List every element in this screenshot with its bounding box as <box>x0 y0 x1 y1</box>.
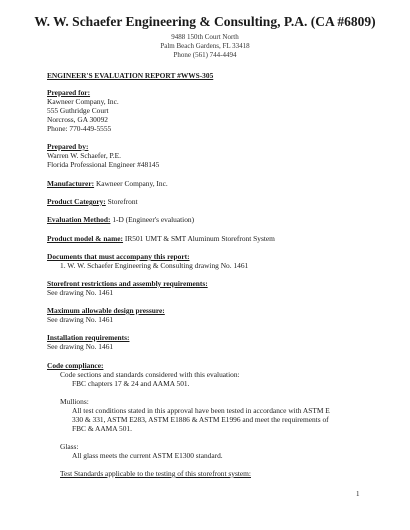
page-number: 1 <box>356 490 360 498</box>
code-intro-detail: FBC chapters 17 & 24 and AAMA 501. <box>72 379 190 388</box>
model-row <box>47 234 275 243</box>
documents-item: 1. W. W. Schaefer Engineering & Consulting drawing No. 1461 <box>60 261 249 270</box>
code-compliance-label: Code compliance: <box>47 361 104 370</box>
report-title: ENGINEER'S EVALUATION REPORT #WWS-305 <box>47 71 214 80</box>
prepared-by-line: Warren W. Schaefer, P.E. <box>47 151 122 160</box>
glass-line: All glass meets the current ASTM E1300 standard. <box>72 451 223 460</box>
mullions-label: Mullions: <box>60 397 89 406</box>
manufacturer-row <box>47 179 168 188</box>
firm-name: W. W. Schaefer Engineering & Consulting, P.A. (CA #6809) <box>34 14 376 29</box>
manufacturer-label: Manufacturer: <box>47 179 95 188</box>
test-standards-label: Test Standards applicable to the testing of this storefront system: <box>60 469 251 478</box>
pressure-value: See drawing No. 1461 <box>47 315 114 324</box>
installation-label: Installation requirements: <box>47 333 130 342</box>
prepared-by-line: Florida Professional Engineer #48145 <box>47 160 160 169</box>
prepared-for-line: 555 Guthridge Court <box>47 106 109 115</box>
prepared-for-label: Prepared for: <box>47 88 91 97</box>
restrictions-value: See drawing No. 1461 <box>47 288 114 297</box>
glass-label: Glass: <box>60 442 79 451</box>
documents-label: Documents that must accompany this report: <box>47 252 190 261</box>
mullions-line: 330 & 331, ASTM E283, ASTM E1886 & ASTM E1996 and meet the requirements of <box>72 415 329 424</box>
installation-value: See drawing No. 1461 <box>47 342 114 351</box>
method-value: 1-D (Engineer's evaluation) <box>112 215 195 224</box>
pressure-label: Maximum allowable design pressure: <box>47 306 165 315</box>
prepared-for-line: Norcross, GA 30092 <box>47 115 108 124</box>
mullions-line: All test conditions stated in this approval have been tested in accordance with ASTM E <box>72 406 330 415</box>
method-label: Evaluation Method: <box>47 215 111 224</box>
method-row <box>47 215 194 224</box>
model-value: IR501 UMT & SMT Aluminum Storefront System <box>124 234 275 243</box>
model-label: Product model & name: <box>47 234 124 243</box>
mullions-line: FBC & AAMA 501. <box>72 424 132 433</box>
prepared-by-label: Prepared by: <box>47 142 89 151</box>
category-value: Storefront <box>107 197 138 206</box>
manufacturer-value: Kawneer Company, Inc. <box>95 179 168 188</box>
firm-address-2: Palm Beach Gardens, FL 33418 <box>160 42 250 50</box>
code-intro: Code sections and standards considered with this evaluation: <box>60 370 240 379</box>
category-label: Product Category: <box>47 197 106 206</box>
firm-address-1: 9488 150th Court North <box>171 33 239 41</box>
firm-phone: Phone (561) 744-4494 <box>173 51 237 59</box>
prepared-for-line: Kawneer Company, Inc. <box>47 97 119 106</box>
category-row <box>47 197 138 206</box>
restrictions-label: Storefront restrictions and assembly requirements: <box>47 279 208 288</box>
prepared-for-line: Phone: 770-449-5555 <box>47 124 112 133</box>
